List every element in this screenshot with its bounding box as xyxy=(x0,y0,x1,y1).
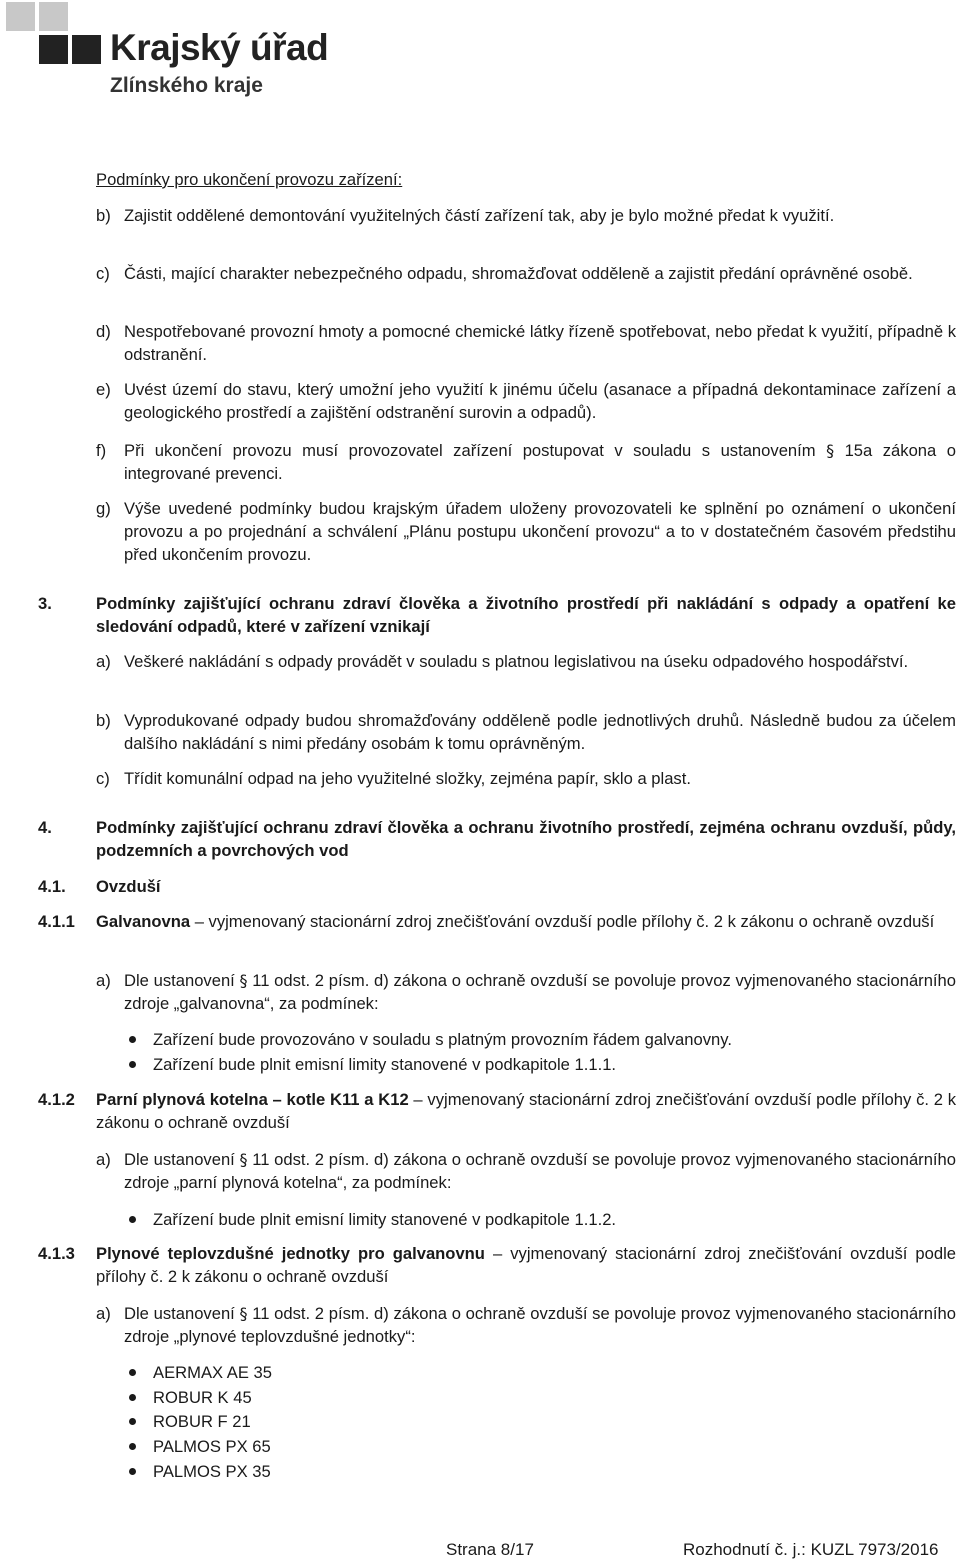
text-part: 15a zákona o integrované prevenci. xyxy=(124,441,956,483)
title-bold: Parní plynová kotelna – kotle K11 a K12 xyxy=(96,1090,409,1109)
bullet-item: ROBUR K 45 xyxy=(153,1388,252,1407)
section-sign: § xyxy=(239,971,248,990)
item-text xyxy=(124,969,956,1015)
item-text: Části, mající charakter nebezpečného odpadu, shromažďovat odděleně a zajistit předání oprávněné osobě. xyxy=(124,264,913,283)
bullet-dot xyxy=(129,1418,136,1425)
logo-square-dark-3 xyxy=(72,35,101,64)
bullet-dot xyxy=(129,1061,136,1068)
logo-line2: Zlínského kraje xyxy=(110,74,263,97)
bullet-item: AERMAX AE 35 xyxy=(153,1363,272,1382)
text-part: Při ukončení provozu musí provozovatel zařízení postupovat v souladu s ustanovením xyxy=(124,441,827,460)
item-text xyxy=(124,1302,956,1348)
item-label: f) xyxy=(96,441,107,460)
item-label: c) xyxy=(96,769,110,788)
item-label: b) xyxy=(96,206,111,225)
bullet-dot xyxy=(129,1468,136,1475)
decision-reference: Rozhodnutí č. j.: KUZL 7973/2016 xyxy=(683,1540,939,1559)
section-sign: § xyxy=(239,1150,248,1169)
title-rest: – vyjmenovaný stacionární zdroj znečišťování ovzduší podle přílohy č. 2 k zákonu o ochraně ovzduší xyxy=(96,1090,956,1132)
logo-square-dark-2 xyxy=(39,35,68,64)
text-part: 11 odst. 2 písm. d) zákona o ochraně ovzduší se povoluje provoz vyjmenovaného stacionárního zdroje „plynové teplovzdušné jednotky“: xyxy=(124,1304,956,1346)
bullet-item: Zařízení bude provozováno v souladu s platným provozním řádem galvanovny. xyxy=(153,1030,732,1049)
item-text: Veškeré nakládání s odpady provádět v souladu s platnou legislativou na úseku odpadového hospodářství. xyxy=(124,652,909,671)
section-number: 4.1.1 xyxy=(38,912,75,931)
item-text: Třídit komunální odpad na jeho využitelné složky, zejména papír, sklo a plast. xyxy=(124,769,691,788)
bullet-item: PALMOS PX 35 xyxy=(153,1462,271,1481)
title-bold: Galvanovna xyxy=(96,912,191,931)
section-number: 4. xyxy=(38,818,52,837)
bullet-dot xyxy=(129,1036,136,1043)
item-label: a) xyxy=(96,1150,111,1169)
bullet-dot xyxy=(129,1443,136,1450)
section-title xyxy=(96,910,956,933)
item-text: Vyprodukované odpady budou shromažďovány odděleně podle jednotlivých druhů. Následně budou za účelem dalšího nakládání s nimi předány osobám k tomu oprávněným. xyxy=(124,711,956,753)
section-number: 4.1.2 xyxy=(38,1090,75,1109)
item-label: d) xyxy=(96,322,111,341)
item-text: Zajistit oddělené demontování využitelných částí zařízení tak, aby je bylo možné předat k využití. xyxy=(124,206,835,225)
logo-square-light xyxy=(6,2,35,31)
title-rest: – vyjmenovaný stacionární zdroj znečišťování ovzduší podle přílohy č. 2 k zákonu o ochraně ovzduší xyxy=(190,912,935,931)
section-number: 4.1. xyxy=(38,877,66,896)
bullet-item: Zařízení bude plnit emisní limity stanovené v podkapitole 1.1.1. xyxy=(153,1055,617,1074)
bullet-item: PALMOS PX 65 xyxy=(153,1437,271,1456)
bullet-dot xyxy=(129,1216,136,1223)
item-label: b) xyxy=(96,711,111,730)
title-bold: Plynové teplovzdušné jednotky pro galvanovnu xyxy=(96,1244,485,1263)
item-text xyxy=(124,439,956,485)
item-label: a) xyxy=(96,652,111,671)
text-part: 11 odst. 2 písm. d) zákona o ochraně ovzduší se povoluje provoz vyjmenovaného stacionárního zdroje „galvanovna“, za podmínek: xyxy=(124,971,956,1013)
item-label: c) xyxy=(96,264,110,283)
section-number: 4.1.3 xyxy=(38,1244,75,1263)
section-number: 3. xyxy=(38,594,52,613)
krajsky-urad-logo xyxy=(6,2,329,100)
title-rest: – vyjmenovaný stacionární zdroj znečišťování ovzduší podle přílohy č. 2 k zákonu o ochraně ovzduší xyxy=(96,1244,956,1286)
item-label: e) xyxy=(96,380,111,399)
item-text: Uvést území do stavu, který umožní jeho využití k jinému účelu (asanace a případná dekontaminace zařízení a geologického prostředí a zajištění odstranění surovin a odpadů). xyxy=(124,380,956,422)
item-text: Nespotřebované provozní hmoty a pomocné chemické látky řízeně spotřebovat, nebo předat k využití, případně k odstranění. xyxy=(124,322,956,364)
text-part: Dle ustanovení xyxy=(124,1304,240,1323)
page-number: Strana 8/17 xyxy=(446,1540,534,1559)
text-part: Dle ustanovení xyxy=(124,1150,240,1169)
item-text xyxy=(124,1148,956,1194)
closure-heading: Podmínky pro ukončení provozu zařízení: xyxy=(96,170,403,189)
section-title: Podmínky zajišťující ochranu zdraví člověka a životního prostředí při nakládání s odpady a opatření ke sledování odpadů, které v zařízení vznikají xyxy=(96,594,956,636)
section-sign: § xyxy=(239,1304,248,1323)
bullet-dot xyxy=(129,1394,136,1401)
bullet-item: Zařízení bude plnit emisní limity stanovené v podkapitole 1.1.2. xyxy=(153,1210,617,1229)
item-label: a) xyxy=(96,971,111,990)
logo-square-dark-1 xyxy=(39,2,68,31)
item-text: Výše uvedené podmínky budou krajským úřadem uloženy provozovateli ke splnění po oznámení o ukončení provozu a po projednání a schválení „Plánu postupu ukončení provozu“ a to v dostatečném časovém předstihu před ukončením provozu. xyxy=(124,499,956,564)
section-title xyxy=(96,1242,956,1288)
text-part: 11 odst. 2 písm. d) zákona o ochraně ovzduší se povoluje provoz vyjmenovaného stacionárního zdroje „parní plynová kotelna“, za podmínek: xyxy=(124,1150,956,1192)
bullet-item: ROBUR F 21 xyxy=(153,1412,251,1431)
section-title: Podmínky zajišťující ochranu zdraví člověka a ochranu životního prostředí, zejména ochranu ovzduší, půdy, podzemních a povrchových vod xyxy=(96,818,956,860)
section-title xyxy=(96,1088,956,1134)
item-label: a) xyxy=(96,1304,111,1323)
logo-line1: Krajský úřad xyxy=(110,27,329,68)
item-label: g) xyxy=(96,499,111,518)
text-part: Dle ustanovení xyxy=(124,971,240,990)
bullet-dot xyxy=(129,1369,136,1376)
section-sign: § xyxy=(826,441,835,460)
section-title: Ovzduší xyxy=(96,877,161,896)
